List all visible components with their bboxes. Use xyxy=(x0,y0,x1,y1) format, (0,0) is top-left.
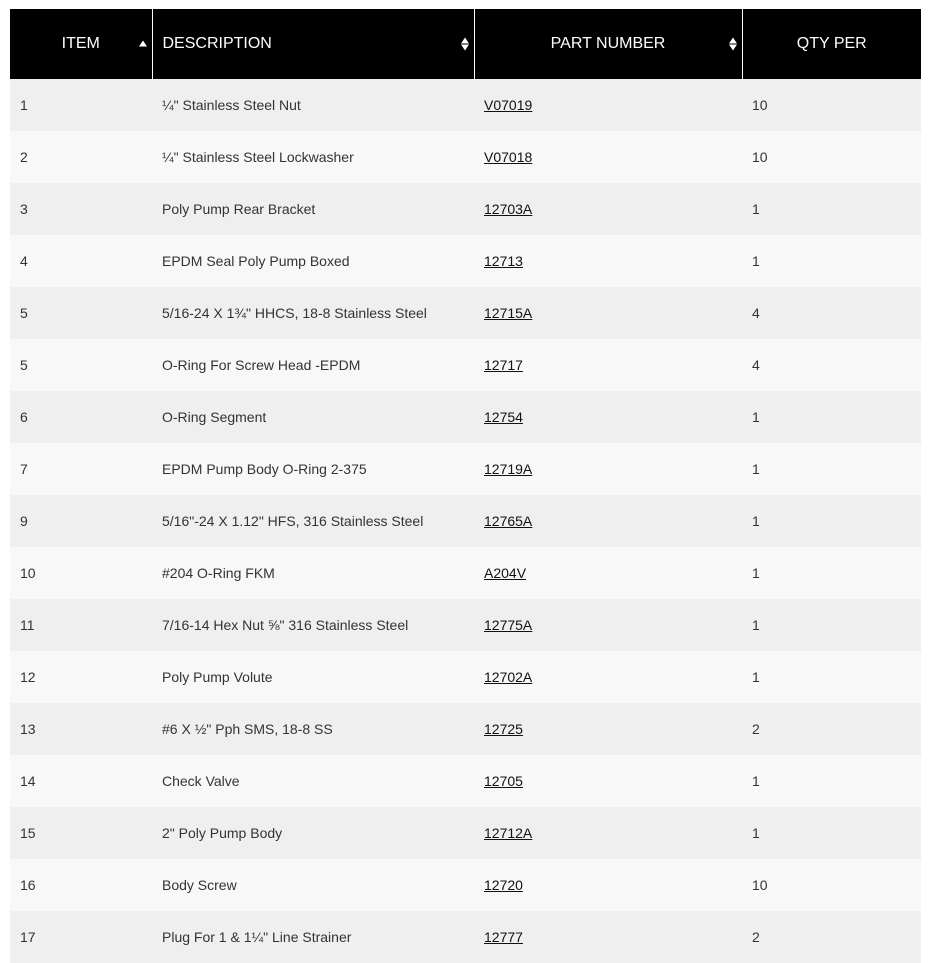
part-number-link[interactable]: 12765A xyxy=(484,513,533,529)
cell-part-number xyxy=(474,599,742,651)
cell-description: #6 X ½" Pph SMS, 18-8 SS xyxy=(152,703,474,755)
column-header-part-number-label: PART NUMBER xyxy=(550,35,666,52)
cell-item: 15 xyxy=(10,807,152,859)
cell-item: 12 xyxy=(10,651,152,703)
cell-qty-per: 1 xyxy=(742,599,921,651)
cell-part-number xyxy=(474,807,742,859)
cell-qty-per: 1 xyxy=(742,547,921,599)
cell-part-number xyxy=(474,755,742,807)
table-row xyxy=(10,911,921,963)
cell-item: 5 xyxy=(10,287,152,339)
cell-item: 1 xyxy=(10,79,152,131)
part-number-link[interactable]: V07019 xyxy=(484,97,533,113)
cell-part-number xyxy=(474,547,742,599)
part-number-link[interactable]: 12703A xyxy=(484,201,533,217)
cell-qty-per: 4 xyxy=(742,339,921,391)
cell-description: 5/16"-24 X 1.12" HFS, 316 Stainless Steel xyxy=(152,495,474,547)
cell-item: 17 xyxy=(10,911,152,963)
cell-qty-per: 2 xyxy=(742,911,921,963)
cell-description: O-Ring Segment xyxy=(152,391,474,443)
cell-description: #204 O-Ring FKM xyxy=(152,547,474,599)
table-body xyxy=(10,79,921,963)
cell-description: O-Ring For Screw Head -EPDM xyxy=(152,339,474,391)
header-row xyxy=(10,9,921,79)
cell-description: Poly Pump Volute xyxy=(152,651,474,703)
cell-qty-per: 1 xyxy=(742,651,921,703)
part-number-link[interactable]: 12719A xyxy=(484,461,533,477)
column-header-qty-per-label: QTY PER xyxy=(796,35,867,52)
part-number-link[interactable]: V07018 xyxy=(484,149,533,165)
sort-both-icon xyxy=(729,38,737,51)
cell-qty-per: 2 xyxy=(742,703,921,755)
column-header-description[interactable] xyxy=(152,9,474,79)
cell-description: Body Screw xyxy=(152,859,474,911)
cell-part-number xyxy=(474,79,742,131)
part-number-link[interactable]: 12715A xyxy=(484,305,533,321)
table-row xyxy=(10,339,921,391)
part-number-link[interactable]: 12720 xyxy=(484,877,523,893)
table-row xyxy=(10,859,921,911)
table-row xyxy=(10,235,921,287)
cell-item: 5 xyxy=(10,339,152,391)
table-row xyxy=(10,755,921,807)
cell-part-number xyxy=(474,495,742,547)
cell-item: 13 xyxy=(10,703,152,755)
column-header-description-label: DESCRIPTION xyxy=(162,35,272,52)
cell-description: Check Valve xyxy=(152,755,474,807)
cell-part-number xyxy=(474,911,742,963)
cell-part-number xyxy=(474,339,742,391)
sort-ascending-icon xyxy=(139,41,147,48)
cell-item: 16 xyxy=(10,859,152,911)
column-header-part-number[interactable] xyxy=(474,9,742,79)
cell-part-number xyxy=(474,651,742,703)
cell-part-number xyxy=(474,859,742,911)
cell-qty-per: 4 xyxy=(742,287,921,339)
table-row xyxy=(10,703,921,755)
table-row xyxy=(10,287,921,339)
part-number-link[interactable]: 12775A xyxy=(484,617,533,633)
table-row xyxy=(10,79,921,131)
cell-part-number xyxy=(474,391,742,443)
cell-part-number xyxy=(474,287,742,339)
cell-item: 11 xyxy=(10,599,152,651)
table-row xyxy=(10,183,921,235)
cell-part-number xyxy=(474,443,742,495)
cell-item: 7 xyxy=(10,443,152,495)
cell-qty-per: 10 xyxy=(742,859,921,911)
cell-description: 5/16-24 X 1¾" HHCS, 18-8 Stainless Steel xyxy=(152,287,474,339)
part-number-link[interactable]: 12712A xyxy=(484,825,533,841)
table-row xyxy=(10,131,921,183)
column-header-qty-per xyxy=(742,9,921,79)
cell-part-number xyxy=(474,703,742,755)
cell-item: 2 xyxy=(10,131,152,183)
part-number-link[interactable]: 12702A xyxy=(484,669,533,685)
table-row xyxy=(10,495,921,547)
table-row xyxy=(10,807,921,859)
cell-description: 7/16-14 Hex Nut ⅝" 316 Stainless Steel xyxy=(152,599,474,651)
cell-qty-per: 1 xyxy=(742,495,921,547)
table-row xyxy=(10,391,921,443)
cell-part-number xyxy=(474,183,742,235)
part-number-link[interactable]: 12717 xyxy=(484,357,523,373)
cell-description: EPDM Pump Body O-Ring 2-375 xyxy=(152,443,474,495)
column-header-item-label: ITEM xyxy=(61,35,100,52)
cell-qty-per: 1 xyxy=(742,391,921,443)
cell-description: ¼" Stainless Steel Nut xyxy=(152,79,474,131)
cell-description: Plug For 1 & 1¼" Line Strainer xyxy=(152,911,474,963)
part-number-link[interactable]: 12705 xyxy=(484,773,523,789)
cell-description: 2" Poly Pump Body xyxy=(152,807,474,859)
cell-description: ¼" Stainless Steel Lockwasher xyxy=(152,131,474,183)
cell-qty-per: 1 xyxy=(742,235,921,287)
cell-item: 10 xyxy=(10,547,152,599)
cell-part-number xyxy=(474,131,742,183)
table-row xyxy=(10,547,921,599)
cell-qty-per: 1 xyxy=(742,807,921,859)
part-number-link[interactable]: A204V xyxy=(484,565,527,581)
part-number-link[interactable]: 12725 xyxy=(484,721,523,737)
cell-item: 6 xyxy=(10,391,152,443)
cell-qty-per: 1 xyxy=(742,183,921,235)
part-number-link[interactable]: 12713 xyxy=(484,253,523,269)
cell-item: 9 xyxy=(10,495,152,547)
parts-table-container xyxy=(10,9,921,963)
cell-item: 3 xyxy=(10,183,152,235)
table-header xyxy=(10,9,921,79)
cell-part-number xyxy=(474,235,742,287)
part-number-link[interactable]: 12754 xyxy=(484,409,523,425)
table-row xyxy=(10,651,921,703)
sort-both-icon xyxy=(461,38,469,51)
cell-item: 4 xyxy=(10,235,152,287)
cell-qty-per: 10 xyxy=(742,131,921,183)
table-row xyxy=(10,443,921,495)
parts-table xyxy=(10,9,921,963)
part-number-link[interactable]: 12777 xyxy=(484,929,523,945)
cell-qty-per: 10 xyxy=(742,79,921,131)
cell-description: Poly Pump Rear Bracket xyxy=(152,183,474,235)
cell-description: EPDM Seal Poly Pump Boxed xyxy=(152,235,474,287)
cell-item: 14 xyxy=(10,755,152,807)
cell-qty-per: 1 xyxy=(742,755,921,807)
table-row xyxy=(10,599,921,651)
cell-qty-per: 1 xyxy=(742,443,921,495)
column-header-item[interactable] xyxy=(10,9,152,79)
